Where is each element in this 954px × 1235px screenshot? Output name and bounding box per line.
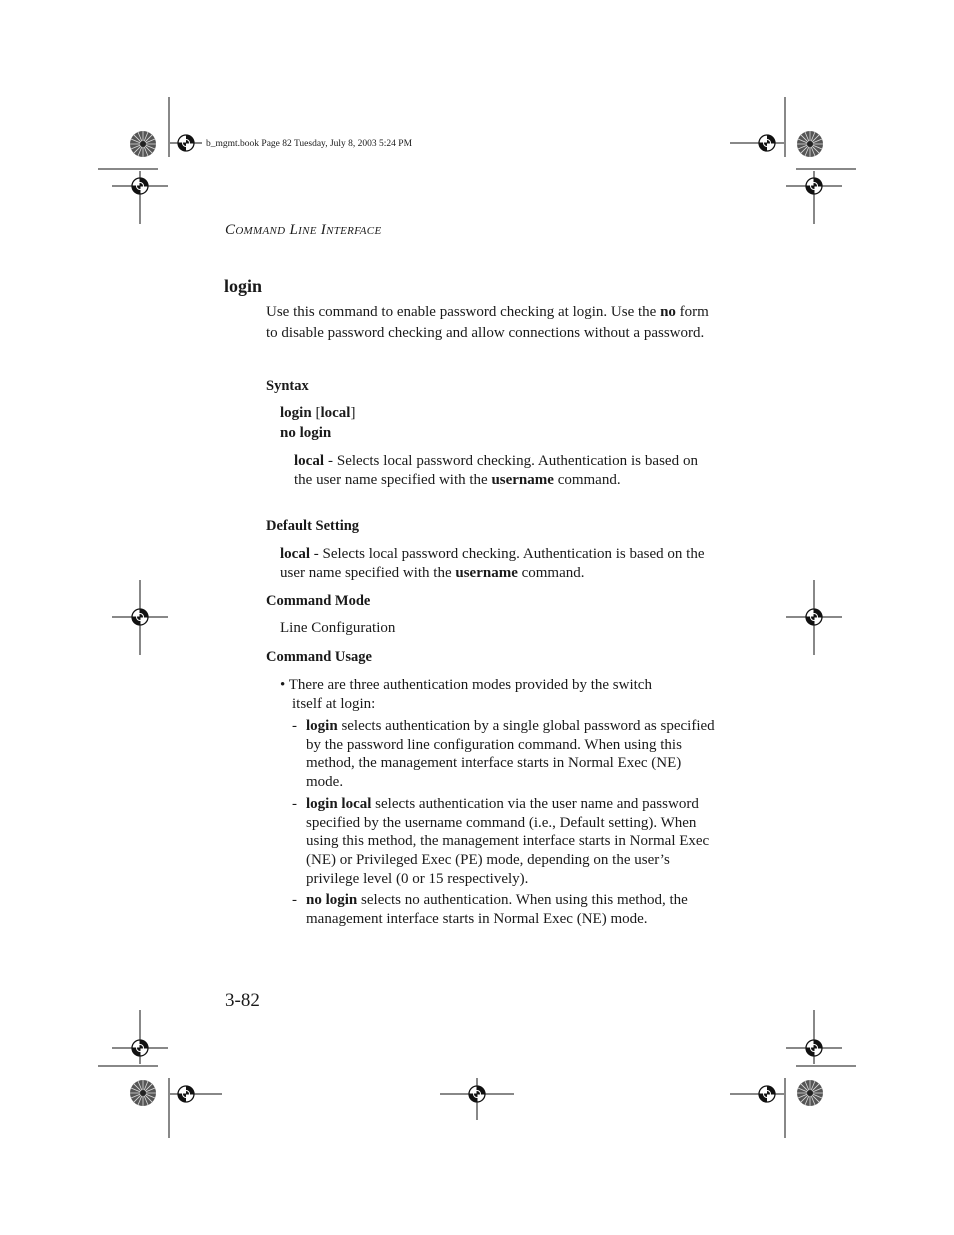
file-info: b_mgmt.book Page 82 Tuesday, July 8, 2003 5:24 PM [206, 139, 413, 149]
bullet-mark: • [280, 677, 286, 693]
intro-paragraph: Use this command to enable password checking at login. Use the no form to disable password checking and allow connections without a password. [266, 304, 709, 341]
default-setting-heading: Default Setting [266, 518, 360, 534]
syntax-no-line: no login [280, 425, 332, 441]
command-mode-text: Line Configuration [280, 620, 396, 636]
page-number: 3-82 [225, 990, 260, 1011]
default-setting-text: local - Selects local password checking. Authentication is based on the user name specified with the username command. [280, 546, 705, 581]
usage-subitem: - login local selects authentication via the user name and password specified by the username command (i.e., Default setting). When using this method, the management interface starts in Normal Exec (NE) or Privileged Exec (PE) mode, depending on the user’s privilege level (0 or 15 respectively). [292, 796, 710, 887]
command-title: login [224, 276, 263, 296]
usage-subitem: - no login selects no authentication. When using this method, the management interface starts in Normal Exec (NE) mode. [292, 892, 688, 927]
parameter-description: local - Selects local password checking. Authentication is based on the user name specified with the username command. [294, 453, 698, 488]
command-usage-heading: Command Usage [266, 649, 372, 665]
running-head: COMMAND LINE INTERFACE [225, 222, 382, 238]
usage-bullet: • There are three authentication modes provided by the switch itself at login: [280, 677, 652, 712]
syntax-heading: Syntax [266, 378, 309, 394]
command-mode-heading: Command Mode [266, 593, 371, 609]
syntax-line: login [local] [280, 405, 356, 421]
usage-subitem: - login selects authentication by a single global password as specified by the password line configuration command. When using this method, the management interface starts in Normal Exec (NE) mode. [292, 718, 715, 791]
